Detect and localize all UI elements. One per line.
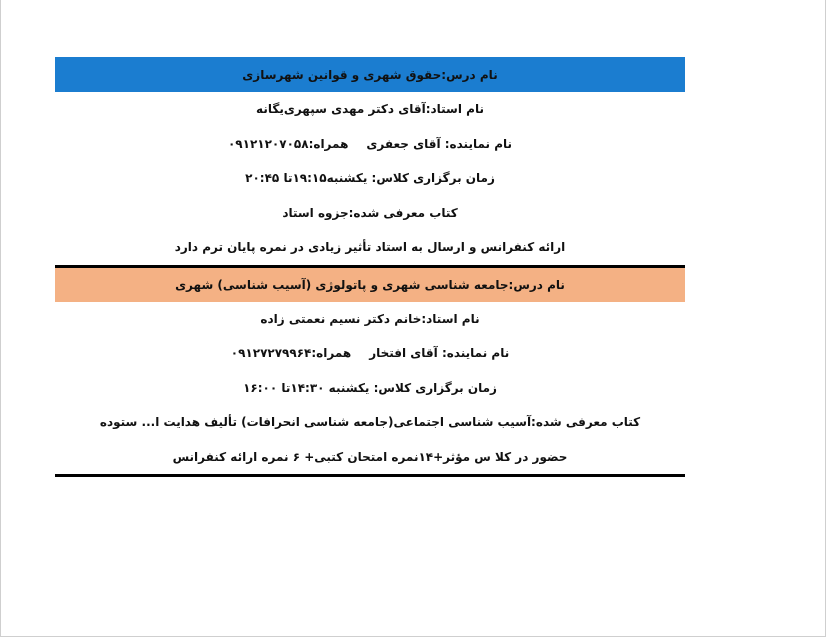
course1-representative: نام نماینده: آقای جعفری (366, 136, 513, 151)
course1-instructor: نام استاد:آقای دکتر مهدی سپهری‌یگانه (256, 102, 484, 117)
course2-book: کتاب معرفی شده:آسیب شناسی اجتماعی(جامعه شناسی انحرافات) تألیف هدایت ا... ستوده (99, 415, 641, 430)
course1-schedule: زمان برگزاری کلاس: یکشنبه۱۹:۱۵تا ۲۰:۴۵ (245, 171, 495, 186)
course2-representative-cell[interactable] (55, 336, 685, 371)
course-sheet (55, 57, 685, 477)
bottom-border (55, 474, 685, 477)
course1-schedule-cell[interactable] (55, 161, 685, 196)
course2-instructor-cell[interactable] (55, 302, 685, 337)
course1-note-cell[interactable] (55, 230, 685, 265)
course2-book-cell[interactable] (55, 405, 685, 440)
course2-title-cell[interactable] (55, 268, 685, 302)
course1-title: نام درس:حقوق شهری و قوانین شهرسازی (242, 67, 498, 82)
course1-book-cell[interactable] (55, 196, 685, 231)
course2-schedule: زمان برگزاری کلاس: یکشنبه ۱۴:۳۰تا ۱۶:۰۰ (243, 380, 497, 395)
course2-note-cell[interactable] (55, 440, 685, 475)
course2-phone: همراه:۰۹۱۲۷۲۷۹۹۶۴ (230, 346, 352, 361)
course2-note: حضور در کلا س مؤثر+۱۴نمره امتحان کتبی+ ۶ نمره ارائه کنفرانس (172, 449, 568, 464)
course2-title: نام درس:جامعه شناسی شهری و پاتولوژی (آسیب شناسی) شهری (175, 277, 565, 292)
course1-book: کتاب معرفی شده:جزوه استاد (282, 205, 458, 220)
course2-representative: نام نماینده: آقای افتخار (369, 346, 510, 361)
course1-note: ارائه کنفرانس و ارسال به استاد تأثیر زیادی در نمره پایان ترم دارد (174, 240, 566, 255)
course2-schedule-cell[interactable] (55, 371, 685, 406)
course1-title-cell[interactable] (55, 57, 685, 92)
course1-representative-cell[interactable] (55, 127, 685, 162)
course2-instructor: نام استاد:خانم دکتر نسیم نعمتی زاده (260, 311, 480, 326)
course1-instructor-cell[interactable] (55, 92, 685, 127)
course1-phone: همراه:۰۹۱۲۱۲۰۷۰۵۸ (227, 136, 349, 151)
